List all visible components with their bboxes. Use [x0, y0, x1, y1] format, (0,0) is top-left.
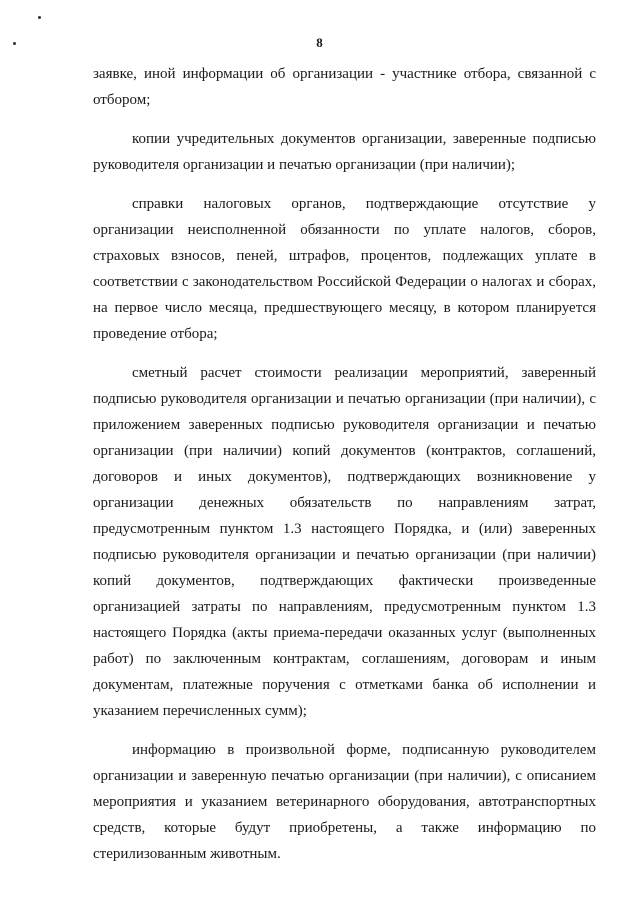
paragraph-application-info: заявке, иной информации об организации - участнике отбора, связанной с отбором;	[93, 66, 596, 108]
paragraph-event-information: информацию в произвольной форме, подписанную руководителем организации и заверенную печатью организации (при наличии), с описанием мероприятия и указанием ветеринарного оборудования, автотранспортных средств, которые будут приобретены, а также информацию по стерилизованным животным.	[93, 742, 596, 862]
paragraph-cost-estimate: сметный расчет стоимости реализации мероприятий, заверенный подписью руководителя организации и печатью организации (при наличии), с приложением заверенных подписью руководителя организации и печатью организации (при наличии) копий документов (контрактов, соглашений, договоров и иных документов), подтверждающих возникновение у организации денежных обязательств по направлениям затрат, предусмотренным пунктом 1.3 настоящего Порядка, и (или) заверенных подписью руководителя организации и печатью организации (при наличии) копий документов, подтверждающих фактически произведенные организацией затраты по направлениям, предусмотренным пунктом 1.3 настоящего Порядка (акты приема-передачи оказанных услуг (выполненных работ) по заключенным контрактам, соглашениям, договорам и иным документам, платежные поручения с отметками банка об исполнении и указанием перечисленных сумм);	[93, 365, 596, 719]
scan-speck	[38, 16, 41, 19]
scan-speck	[13, 42, 16, 45]
document-body	[93, 61, 596, 880]
paragraph-tax-certificates: справки налоговых органов, подтверждающие отсутствие у организации неисполненной обязанности по уплате налогов, сборов, страховых взносов, пеней, штрафов, процентов, подлежащих уплате в соответствии с законодательством Российской Федерации о налогах и сборах, на первое число месяца, предшествующего месяцу, в котором планируется проведение отбора;	[93, 196, 596, 342]
paragraph-founding-documents: копии учредительных документов организации, заверенные подписью руководителя организации и печатью организации (при наличии);	[93, 131, 596, 173]
page-number: 8	[316, 35, 323, 50]
